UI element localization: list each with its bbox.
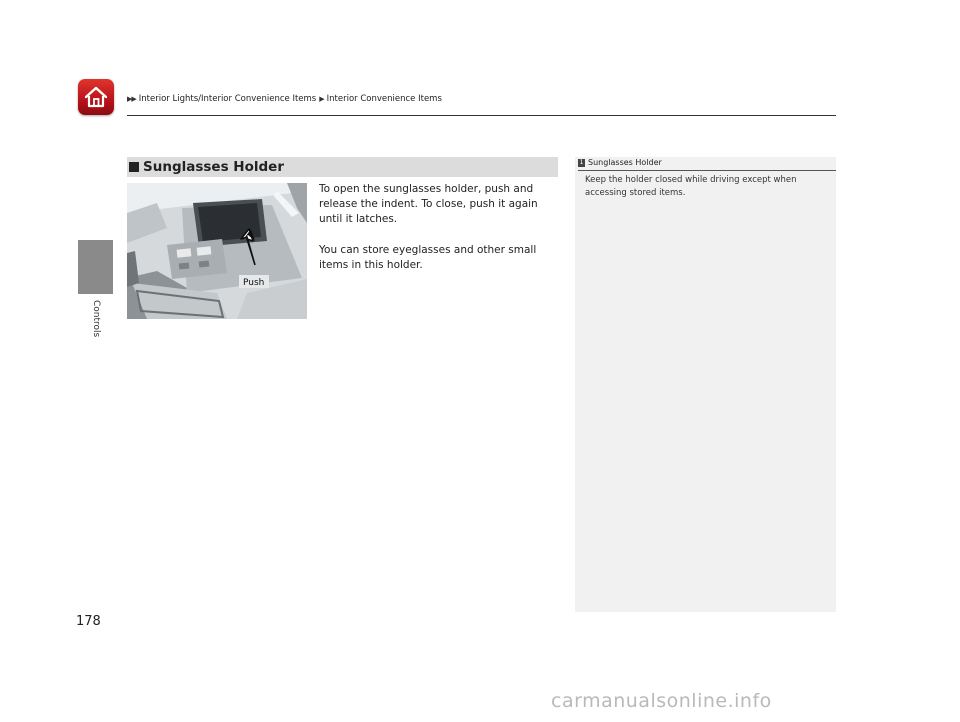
breadcrumb	[127, 94, 442, 104]
breadcrumb-item-convenience[interactable]: Interior Convenience Items	[326, 94, 442, 104]
note-number-badge: 1	[579, 158, 584, 166]
note-title-row	[578, 158, 662, 167]
header-divider	[127, 115, 836, 116]
section-title: Sunglasses Holder	[143, 159, 284, 175]
section-tab-marker	[78, 240, 113, 294]
side-note	[575, 157, 836, 612]
sidebar-label-controls: Controls	[91, 300, 101, 338]
square-bullet-icon	[129, 162, 139, 172]
section-body	[319, 182, 557, 289]
section-heading	[127, 157, 558, 177]
storage-paragraph: You can store eyeglasses and other small items in this holder.	[319, 244, 537, 271]
sunglasses-holder-figure	[127, 183, 307, 319]
push-callout-label: Push	[243, 278, 265, 288]
home-button[interactable]	[78, 79, 114, 115]
page-number: 178	[76, 614, 101, 629]
breadcrumb-item-interior-lights[interactable]: Interior Lights/Interior Convenience Items	[138, 94, 317, 104]
breadcrumb-arrow-icon: ▶	[319, 95, 324, 103]
note-title: Sunglasses Holder	[588, 158, 662, 167]
watermark: carmanualsonline.info	[551, 690, 772, 712]
note-text: Keep the holder closed while driving except when accessing stored items.	[585, 175, 797, 198]
breadcrumb-arrow-icon: ▶▶	[127, 95, 136, 103]
instruction-paragraph: To open the sunglasses holder, push and release the indent. To close, push it again until it latches.	[319, 183, 538, 225]
home-icon	[83, 85, 109, 109]
note-divider	[578, 170, 836, 171]
